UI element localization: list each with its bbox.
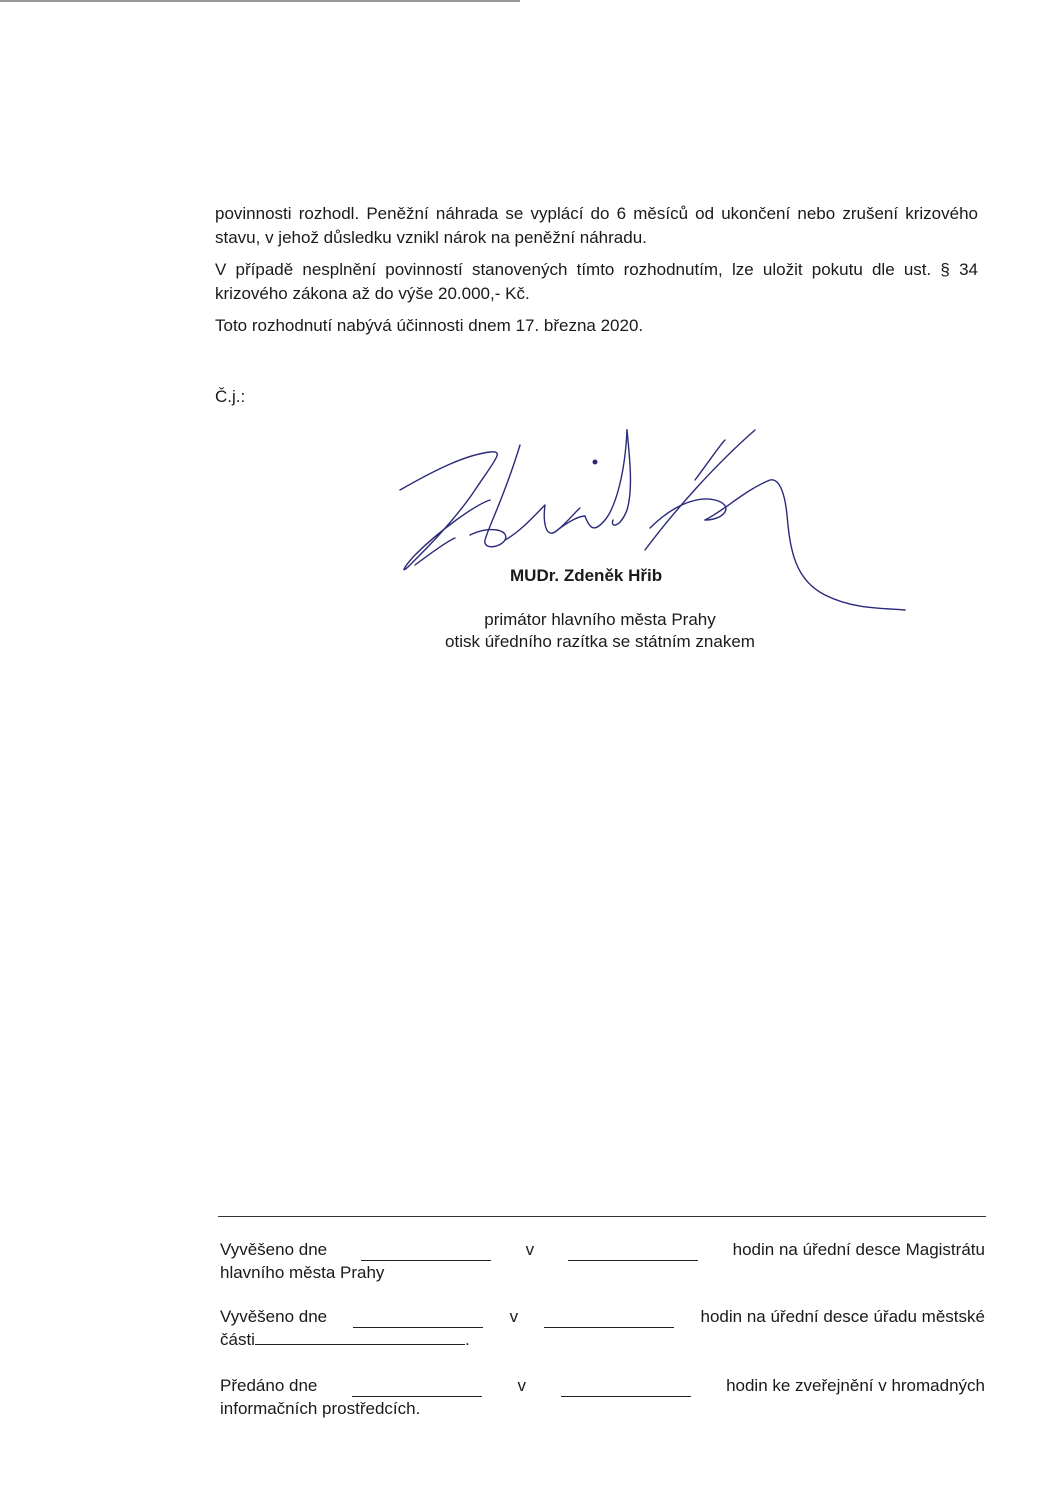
posting-media-label: Předáno dne xyxy=(220,1376,318,1395)
posting-media xyxy=(220,1374,985,1420)
posting-district xyxy=(220,1305,985,1351)
posting-media-time-field[interactable] xyxy=(561,1380,691,1397)
paragraph-effective-date: Toto rozhodnutí nabývá účinnosti dnem 17. března 2020. xyxy=(215,316,644,335)
posting-magistrate-label: Vyvěšeno dne xyxy=(220,1240,328,1259)
signer-title: primátor hlavního města Prahy xyxy=(484,610,716,629)
stamp-note: otisk úředního razítka se státním znakem xyxy=(445,632,755,651)
posting-media-line2: informačních prostředcích. xyxy=(220,1399,421,1418)
posting-district-date-field[interactable] xyxy=(353,1311,483,1328)
posting-district-label: Vyvěšeno dne xyxy=(220,1307,328,1326)
posting-magistrate-time-field[interactable] xyxy=(568,1244,698,1261)
posting-district-end: . xyxy=(464,1330,470,1349)
posting-magistrate xyxy=(220,1238,985,1284)
posting-magistrate-date-field[interactable] xyxy=(361,1244,491,1261)
posting-magistrate-line2: hlavního města Prahy xyxy=(220,1263,385,1282)
footer-divider xyxy=(218,1216,986,1217)
posting-district-suffix: hodin na úřední desce úřadu městské xyxy=(700,1307,985,1326)
posting-magistrate-at: v xyxy=(525,1240,535,1259)
posting-district-at: v xyxy=(509,1307,519,1326)
posting-district-line2: části xyxy=(220,1330,255,1349)
posting-media-suffix: hodin ke zveřejnění v hromadných xyxy=(726,1376,985,1395)
paragraph-compensation: povinnosti rozhodl. Peněžní náhrada se vyplácí do 6 měsíců od ukončení nebo zrušení krizového stavu, v jehož důsledku vznikl nárok na peněžní náhradu. xyxy=(215,204,978,247)
posting-district-time-field[interactable] xyxy=(544,1311,674,1328)
handwritten-signature xyxy=(395,420,915,620)
posting-district-name-field[interactable] xyxy=(255,1328,465,1345)
signer-name: MUDr. Zdeněk Hřib xyxy=(510,566,663,585)
posting-district-line2-row xyxy=(220,1328,985,1351)
paragraph-penalty: V případě nesplnění povinností stanovených tímto rozhodnutím, lze uložit pokutu dle ust. § 34 krizového zákona až do výše 20.000,- Kč. xyxy=(215,260,978,303)
posting-media-date-field[interactable] xyxy=(352,1380,482,1397)
posting-magistrate-suffix: hodin na úřední desce Magistrátu xyxy=(732,1240,985,1259)
posting-media-at: v xyxy=(517,1376,526,1395)
reference-number-label: Č.j.: xyxy=(215,387,246,406)
page-top-edge xyxy=(0,0,520,2)
